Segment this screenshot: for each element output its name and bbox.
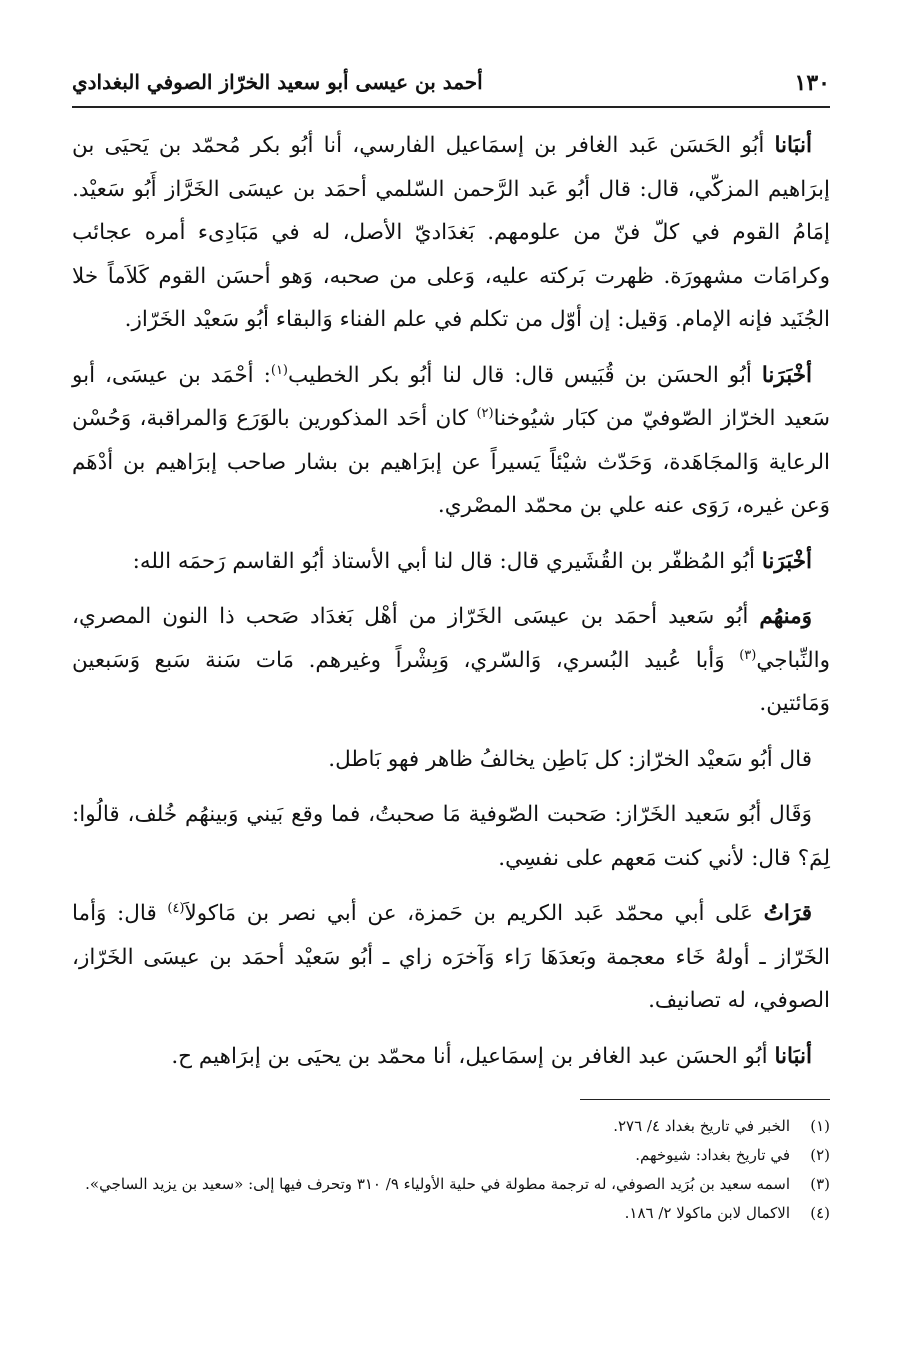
running-head: أحمد بن عيسى أبو سعيد الخرّاز الصوفي البغدادي	[72, 70, 483, 94]
footnote-marker[interactable]: (٢)	[476, 405, 494, 421]
paragraph-5	[72, 738, 830, 782]
footnote-number: (٢)	[810, 1146, 830, 1164]
page-header	[72, 62, 830, 108]
footnote-marker[interactable]: (٤)	[167, 900, 185, 916]
paragraph-lead-word: وَمنهُم	[759, 604, 812, 629]
footnote-item	[72, 1199, 830, 1228]
footnote-marker[interactable]: (١)	[270, 362, 288, 378]
paragraph-text: قال أبُو سَعيْد الخرّاز: كل بَاطِن يخالفُ ظاهر فهو بَاطل.	[328, 746, 812, 772]
paragraph-text: أبُو الحَسَن عَبد الغافر بن إسمَاعيل الفارسي، أنا أبُو بكر مُحمّد بن يَحيَى بن إبرَاهيم المزكّي، قال: قال أبُو عَبد الرَّحمن السّلمي أحمَد بن عيسَى الخَرَّاز أَبُو سَعيْد. إمَامُ القوم في كلّ فنّ من علومهم. بَغدَاديّ الأصل، له في مَبَادِىء أمره عجائب وكرامَات مشهورَة. ظهرت بَركته عليه، وَعلى من صحبه، وَهو أحسَن القوم كَلاَماً خلا الجُنَيد فإنه الإمام. وَقيل: إن أوّل من تكلم في علم الفناء وَالبقاء أبُو سَعيْد الخَرّاز.	[72, 133, 830, 332]
footnote-marker[interactable]: (٣)	[739, 647, 757, 663]
paragraph-3	[72, 540, 830, 584]
footnote-number: (٤)	[810, 1204, 830, 1222]
footnote-number: (٣)	[810, 1175, 830, 1193]
paragraph-lead-word: أنبَانا	[774, 1043, 812, 1069]
paragraph-2	[72, 354, 830, 528]
paragraph-text: أبُو الحسَن بن قُبَيس قال: قال لنا أبُو بكر الخطيب	[288, 362, 762, 388]
footnote-divider	[580, 1099, 830, 1100]
paragraph-4	[72, 595, 830, 726]
footnote-item	[72, 1112, 830, 1141]
footnotes	[72, 1112, 830, 1228]
paragraph-text: : أحْمَد بن عيسَى، أبو سَعيد الخرّاز الصّوفيّ من كبَار شيُوخنا	[72, 362, 830, 431]
paragraph-lead-word: أخْبَرَنا	[761, 548, 812, 574]
paragraph-6	[72, 793, 830, 880]
paragraph-text: وَأبا عُبيد البُسري، وَالسّري، وَبِشْراً وغيرهم. مَات سَنة سَبع وَسَبعين وَمَائتين.	[72, 647, 830, 716]
footnote-item	[72, 1141, 830, 1170]
paragraph-text: أبُو المُظفّر بن القُشَيري قال: قال لنا أبي الأستاذ أبُو القاسم رَحمَه الله:	[132, 548, 762, 574]
main-text	[72, 124, 830, 1090]
paragraph-7	[72, 892, 830, 1023]
footnote-text: الاكمال لابن ماكولا ٢/ ١٨٦.	[624, 1204, 790, 1222]
paragraph-text: قال: وَأما الخَرّاز ـ أولهُ خَاء معجمة وبَعدَهَا رَاء وَآخرَه زاي ـ أبُو سَعيْد أحمَد بن عيسَى الخَرّاز، الصوفي، له تصانيف.	[72, 901, 830, 1013]
page-number: ١٣٠	[794, 70, 830, 96]
paragraph-text: كان أحَد المذكورين بالوَرَع وَالمراقبة، وَحُسْن الرعاية وَالمجَاهَدة، وَحَدّث شيْئاً يَسيراً عن إبرَاهيم بن بشار صاحب إبرَاهيم بن أدْهَم وَعن غيره، رَوَى عنه علي بن محمّد المصْري.	[72, 406, 830, 518]
paragraph-lead-word: قرَاتُ	[763, 901, 812, 926]
paragraph-8	[72, 1035, 830, 1079]
paragraph-1	[72, 124, 830, 342]
paragraph-text: أبُو سَعيد أحمَد بن عيسَى الخَرّاز من أهْل بَغدَاد صَحب ذا النون المصري، والنِّباجي	[72, 604, 830, 673]
footnote-text: الخبر في تاريخ بغداد ٤/ ٢٧٦.	[613, 1117, 790, 1135]
footnote-item	[72, 1170, 830, 1199]
footnote-text: في تاريخ بغداد: شيوخهم.	[635, 1146, 790, 1164]
paragraph-lead-word: أنبَانا	[774, 133, 812, 158]
paragraph-lead-word: أخْبَرَنا	[761, 362, 812, 388]
paragraph-text: عَلى أبي محمّد عَبد الكريم بن حَمزة، عن أبي نصر بن مَاكولاَ	[184, 901, 764, 926]
footnote-number: (١)	[810, 1117, 830, 1135]
paragraph-text: وَقَال أبُو سَعيد الخَرّاز: صَحبت الصّوفية مَا صحبتُ، فما وقع بَيني وَبينهُم خُلف، قالُوا: لِمَ؟ قال: لأني كنت مَعهم على نفسِي.	[72, 802, 830, 871]
footnote-text: اسمه سعيد بن بُرَيد الصوفي، له ترجمة مطولة في حلية الأولياء ٩/ ٣١٠ وتحرف فيها إلى: «سعيد بن يزيد الساجي».	[85, 1175, 790, 1193]
paragraph-text: أبُو الحسَن عبد الغافر بن إسمَاعيل، أنا محمّد بن يحيَى بن إبرَاهيم ح.	[171, 1043, 775, 1069]
